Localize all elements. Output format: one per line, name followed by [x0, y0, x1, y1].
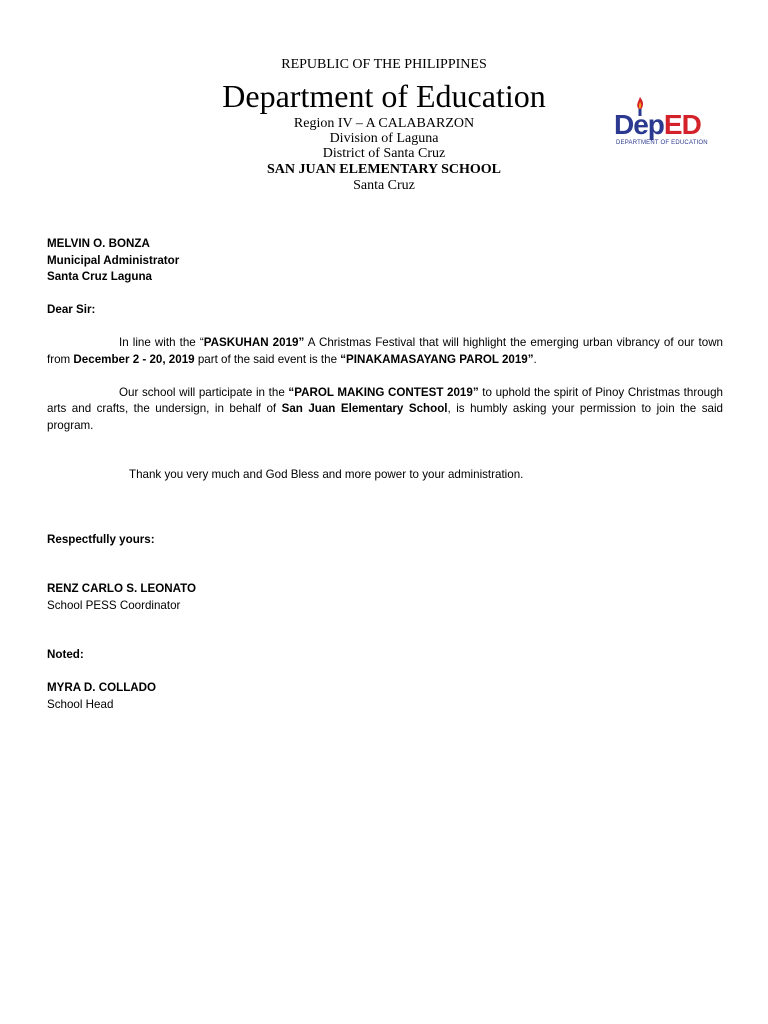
p2-text-1: Our school will participate in the [119, 385, 289, 399]
thanks-line [47, 467, 723, 484]
p1-text-1: In line with the “ [119, 336, 204, 349]
town-line: Santa Cruz [353, 178, 415, 193]
paragraph-2 [47, 385, 723, 435]
logo-dep-text: Dep [614, 109, 664, 140]
recipient-title: Municipal Administrator [47, 253, 180, 267]
recipient-location: Santa Cruz Laguna [47, 270, 153, 283]
signatory-title: School PESS Coordinator [47, 598, 181, 612]
logo-subtitle: DEPARTMENT OF EDUCATION [616, 140, 708, 146]
republic-line: REPUBLIC OF THE PHILIPPINES [281, 57, 487, 72]
school-name: SAN JUAN ELEMENTARY SCHOOL [266, 162, 502, 177]
p1-text-4: . [533, 352, 537, 366]
region-line: Region IV – A CALABARZON [293, 116, 475, 131]
p2-bold-1: “PAROL MAKING CONTEST 2019” [288, 385, 479, 399]
p1-text-3: part of the said event is the [194, 352, 341, 366]
salutation: Dear Sir: [47, 303, 96, 316]
head-title: School Head [47, 697, 114, 711]
p1-bold-3: “PINAKAMASAYANG PAROL 2019” [340, 352, 534, 366]
logo-wordmark [614, 110, 701, 140]
p1-text-2: A Christmas Festival that will highlight the emerging urban vibrancy of our town from [47, 336, 724, 366]
letter-body [47, 236, 723, 713]
department-title: Department of Education [222, 78, 546, 114]
p2-bold-2: San Juan Elementary School [281, 402, 448, 415]
logo-ed-text: ED [663, 109, 701, 140]
p1-bold-1: PASKUHAN 2019” [203, 336, 305, 349]
recipient-name: MELVIN O. BONZA [47, 237, 150, 250]
division-line: Division of Laguna [329, 131, 439, 146]
paragraph-1 [47, 335, 723, 368]
p2-text-2: to uphold the spirit of Pinoy Christmas through arts and crafts, the undersign, in behalf of [47, 385, 723, 415]
closing-line: Respectfully yours: [47, 532, 155, 546]
deped-logo [612, 96, 708, 152]
head-name: MYRA D. COLLADO [47, 681, 157, 694]
p1-bold-2: December 2 - 20, 2019 [73, 352, 195, 366]
thanks-text: Thank you very much and God Bless and more power to your administration. [129, 468, 524, 481]
noted-label: Noted: [47, 648, 84, 661]
p2-text-3: , is humbly asking your permission to join the said program. [47, 402, 723, 432]
district-line: District of Santa Cruz [322, 146, 446, 161]
signatory-name: RENZ CARLO S. LEONATO [47, 582, 197, 595]
